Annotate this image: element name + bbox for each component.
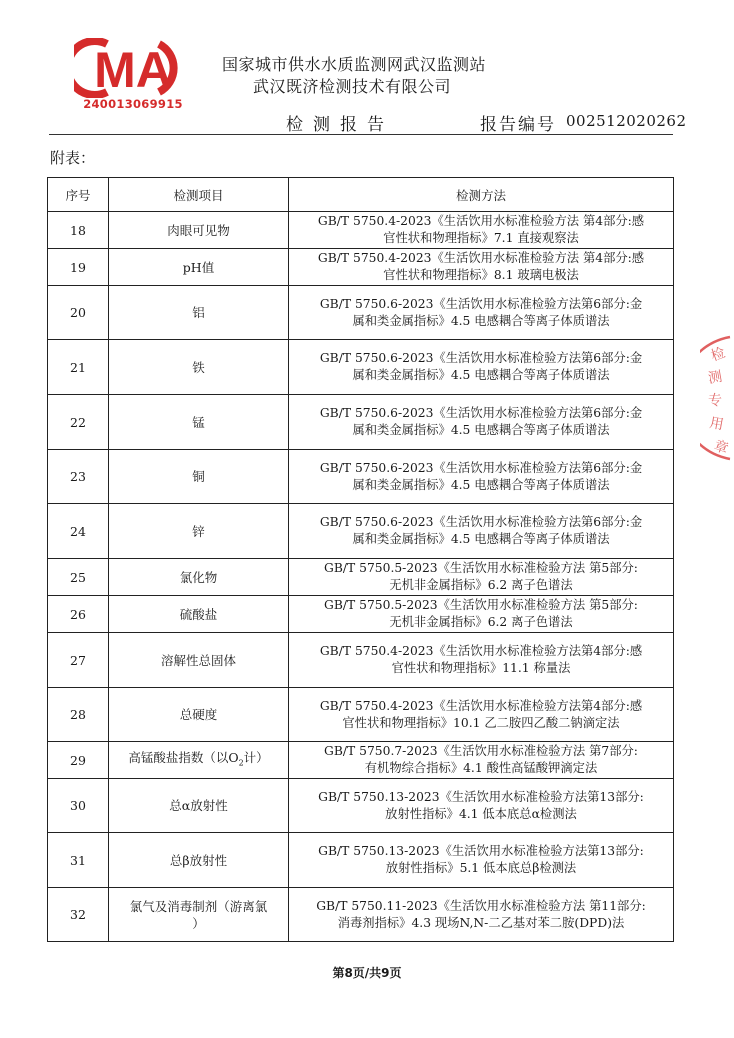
row-no: 23: [48, 450, 109, 504]
row-method: GB/T 5750.5-2023《生活饮用水标准检验方法 第5部分: 无机非金属指标》6.2 离子色谱法: [289, 559, 674, 596]
row-method: GB/T 5750.4-2023《生活饮用水标准检验方法 第4部分:感 官性状和物理指标》7.1 直接观察法: [289, 212, 674, 249]
table-row: [48, 596, 674, 633]
row-method: GB/T 5750.4-2023《生活饮用水标准检验方法第4部分:感 官性状和物理指标》11.1 称量法: [289, 633, 674, 688]
svg-text:测: 测: [706, 368, 724, 387]
row-item: 总β放射性: [109, 833, 289, 888]
table-row: [48, 395, 674, 450]
seal-stamp: [700, 333, 734, 463]
row-item: 锰: [109, 395, 289, 450]
table-row: [48, 340, 674, 395]
svg-text:章: 章: [711, 437, 731, 458]
appendix-label: 附表：: [50, 149, 96, 167]
svg-text:检: 检: [708, 344, 728, 365]
row-no: 18: [48, 212, 109, 249]
table-row: [48, 559, 674, 596]
row-item: 铝: [109, 286, 289, 340]
row-item: 高锰酸盐指数（以$O_2$计）: [109, 742, 289, 779]
table-row: [48, 688, 674, 742]
row-method: GB/T 5750.4-2023《生活饮用水标准检验方法第4部分:感 官性状和物理指标》10.1 乙二胺四乙酸二钠滴定法: [289, 688, 674, 742]
table-row: [48, 779, 674, 833]
table-row: [48, 833, 674, 888]
row-item: 铜: [109, 450, 289, 504]
row-method: GB/T 5750.11-2023《生活饮用水标准检验方法 第11部分: 消毒剂指标》4.3 现场N,N-二乙基对苯二胺(DPD)法: [289, 888, 674, 942]
table-row: [48, 249, 674, 286]
row-item: 氯化物: [109, 559, 289, 596]
table-row: [48, 212, 674, 249]
org-name-line2: 武汉既济检测技术有限公司: [253, 77, 452, 96]
header-divider: [49, 134, 673, 135]
row-method: GB/T 5750.7-2023《生活饮用水标准检验方法 第7部分: 有机物综合指标》4.1 酸性高锰酸钾滴定法: [289, 742, 674, 779]
table-row: [48, 888, 674, 942]
table-header-row: [48, 178, 674, 212]
row-no: 28: [48, 688, 109, 742]
row-no: 29: [48, 742, 109, 779]
row-no: 26: [48, 596, 109, 633]
row-item: 锌: [109, 504, 289, 559]
row-no: 19: [48, 249, 109, 286]
row-no: 21: [48, 340, 109, 395]
table-row: [48, 504, 674, 559]
row-item: 铁: [109, 340, 289, 395]
row-item: 硫酸盐: [109, 596, 289, 633]
page-number: 第8页/共9页: [332, 966, 402, 980]
row-no: 32: [48, 888, 109, 942]
report-number: 002512020262: [566, 112, 687, 130]
row-method: GB/T 5750.6-2023《生活饮用水标准检验方法第6部分:金 属和类金属指标》4.5 电感耦合等离子体质谱法: [289, 340, 674, 395]
row-method: GB/T 5750.6-2023《生活饮用水标准检验方法第6部分:金 属和类金属指标》4.5 电感耦合等离子体质谱法: [289, 395, 674, 450]
table-row: [48, 450, 674, 504]
row-item: 总α放射性: [109, 779, 289, 833]
row-item: 肉眼可见物: [109, 212, 289, 249]
test-methods-table: [47, 177, 674, 942]
row-no: 30: [48, 779, 109, 833]
row-no: 27: [48, 633, 109, 688]
row-no: 22: [48, 395, 109, 450]
header-no: 序号: [48, 178, 109, 212]
svg-text:专: 专: [708, 393, 722, 409]
row-item: 氯气及消毒制剂（游离氯 ）: [109, 888, 289, 942]
row-method: GB/T 5750.4-2023《生活饮用水标准检验方法 第4部分:感 官性状和物理指标》8.1 玻璃电极法: [289, 249, 674, 286]
row-item: 总硬度: [109, 688, 289, 742]
row-no: 31: [48, 833, 109, 888]
table-row: [48, 633, 674, 688]
row-method: GB/T 5750.6-2023《生活饮用水标准检验方法第6部分:金 属和类金属指标》4.5 电感耦合等离子体质谱法: [289, 286, 674, 340]
row-method: GB/T 5750.6-2023《生活饮用水标准检验方法第6部分:金 属和类金属指标》4.5 电感耦合等离子体质谱法: [289, 504, 674, 559]
cma-letters-ma: MA: [94, 42, 172, 98]
report-title: 检测报告: [286, 115, 394, 135]
svg-text:用: 用: [708, 415, 725, 434]
row-method: GB/T 5750.6-2023《生活饮用水标准检验方法第6部分:金 属和类金属指标》4.5 电感耦合等离子体质谱法: [289, 450, 674, 504]
header-item: 检测项目: [109, 178, 289, 212]
row-method: GB/T 5750.5-2023《生活饮用水标准检验方法 第5部分: 无机非金属指标》6.2 离子色谱法: [289, 596, 674, 633]
table-row: [48, 742, 674, 779]
org-name-line1: 国家城市供水水质监测网武汉监测站: [222, 55, 487, 74]
header-method: 检测方法: [289, 178, 674, 212]
row-item: 溶解性总固体: [109, 633, 289, 688]
row-no: 24: [48, 504, 109, 559]
cma-cert-number: 240013069915: [83, 97, 183, 111]
table-row: [48, 286, 674, 340]
report-number-label: 报告编号: [480, 115, 556, 135]
row-method: GB/T 5750.13-2023《生活饮用水标准检验方法第13部分: 放射性指标》4.1 低本底总α检测法: [289, 779, 674, 833]
row-no: 20: [48, 286, 109, 340]
row-method: GB/T 5750.13-2023《生活饮用水标准检验方法第13部分: 放射性指标》5.1 低本底总β检测法: [289, 833, 674, 888]
row-item: pH值: [109, 249, 289, 286]
row-no: 25: [48, 559, 109, 596]
